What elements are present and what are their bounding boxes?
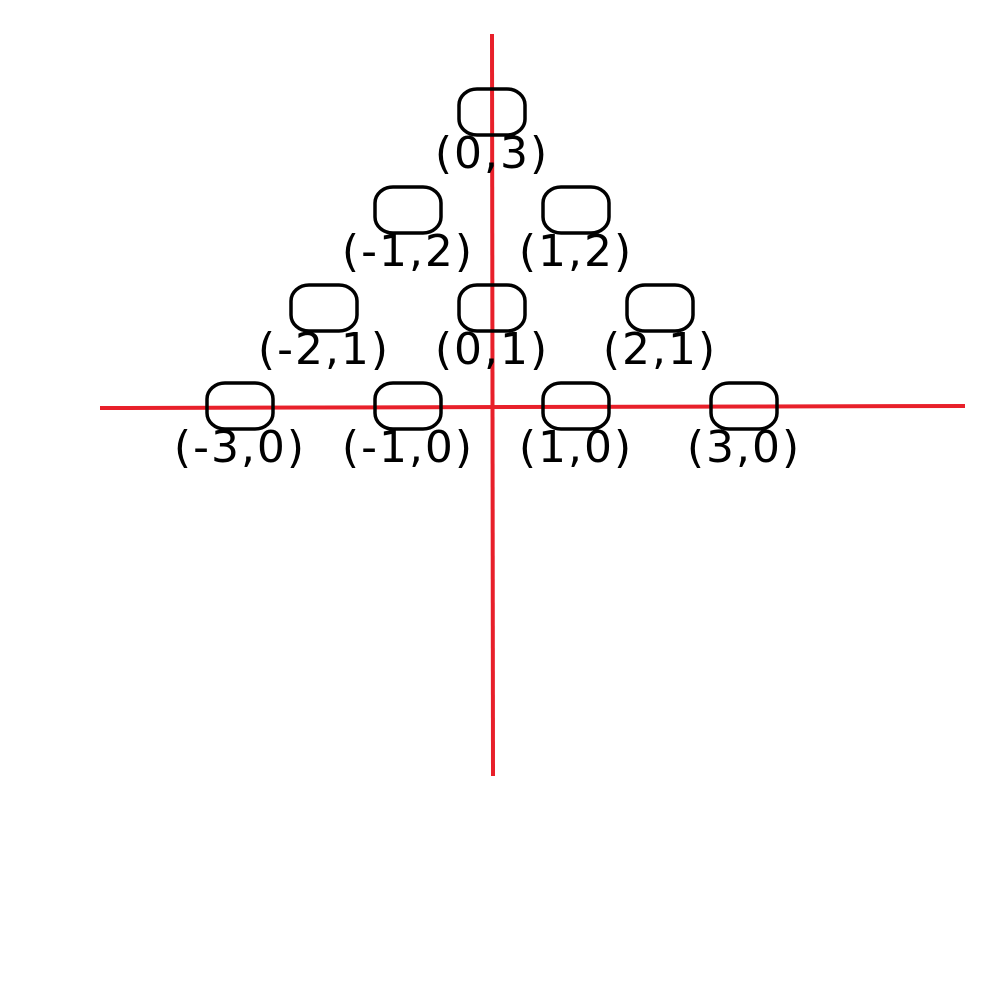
point-group [519, 187, 633, 277]
point-group [519, 383, 633, 473]
point-label: (1,0) [518, 422, 634, 473]
point-group [174, 383, 306, 473]
point-group [687, 383, 801, 473]
point-label: (2,1) [602, 324, 718, 375]
point-label: (0,3) [434, 128, 550, 179]
point-label: (3,0) [686, 422, 802, 473]
points-layer [174, 89, 801, 473]
point-label: (-1,0) [341, 422, 475, 473]
point-group [603, 285, 717, 375]
x-axis [102, 406, 963, 408]
point-label: (-2,1) [257, 324, 391, 375]
point-label: (1,2) [518, 226, 634, 277]
point-label: (-1,2) [341, 226, 475, 277]
point-group [258, 285, 390, 375]
point-label: (0,1) [434, 324, 550, 375]
point-group [342, 187, 474, 277]
point-group [342, 383, 474, 473]
point-label: (-3,0) [173, 422, 307, 473]
